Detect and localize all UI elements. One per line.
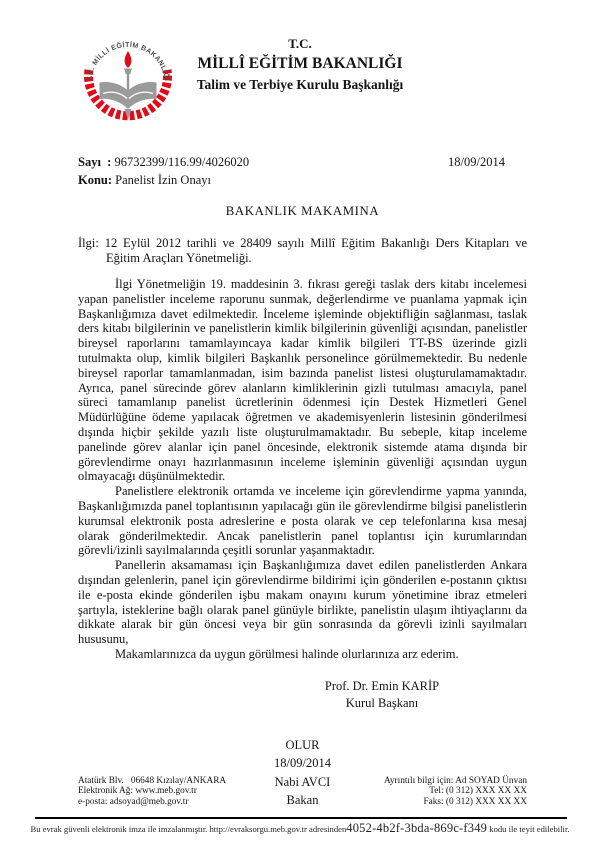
letterhead-tc: T.C.: [288, 36, 312, 51]
logo-arc-text: T.C. MİLLİ EĞİTİM BAKANLIĞI: [86, 41, 170, 82]
footer-fax-line: Faks: (0 312) XXX XX XX: [423, 797, 527, 808]
letter-body: [78, 155, 527, 810]
recipient-title: BAKANLIK MAKAMINA: [225, 203, 380, 218]
reference-line: [78, 236, 527, 266]
paragraphs: [78, 277, 527, 662]
signature-block: [287, 678, 477, 712]
konu-row: [78, 173, 527, 188]
footer: [78, 776, 527, 808]
konu-label: Konu:: [78, 172, 113, 187]
footer-email-line: e-posta: adsoyad@meb.gov.tr: [78, 797, 189, 808]
footer-address-line: Atatürk Blv. 06648 Kızılay/ANKARA: [78, 775, 227, 786]
document-date: 18/09/2014: [448, 155, 505, 169]
konu-field: [78, 173, 211, 188]
sayi-value: 96732399/116.99/4026020: [114, 155, 250, 169]
verification-code: 4052-4b2f-3bda-869c-f349: [346, 821, 488, 835]
ilgi-text: 12 Eylül 2012 tarihli ve 28409 sayılı Millî Eğitim Bakanlığı Ders Kitapları ve Eğitim Araçları Yönetmeliği.: [104, 236, 527, 266]
footer-tel-line: Tel: (0 312) XXX XX XX: [429, 786, 527, 797]
sayi-label: Sayı :: [78, 155, 112, 169]
verification-suffix: kodu ile teyit edilebilir.: [487, 824, 570, 834]
signer-name: Prof. Dr. Emin KARİP: [324, 678, 440, 693]
paragraph-1: İlgi Yönetmeliğin 19. maddesinin 3. fıkrası gereği taslak ders kitabı incelemesi yapan panelistler inceleme raporunu sunmak, değerlendirme ve puanlama yapmak için Başkanlığımıza davet edilmektedir. İnceleme işleminde objektifliğin sağlanması, taslak ders kitabı bilgilerinin ve panelistlerin kimlik bilgilerinin güvenliği açısından, panelistler bireysel raporlarını tamamlayıncaya kadar kimlik bilgileri TT-BS üzerinde gizli tutulmakta olup, kimlik bilgileri Başkanlık personelince görülmemektedir. Bu nedenle bireysel raporlar tamamlanmadan, isim bazında panelist listesi oluşturulamamaktadır. Ayrıca, panel sürecinde görev alanların kimliklerinin gizli tutulması amacıyla, panel süreci tamamlanıp panelist ücretlerinin ödenmesi için Destek Hizmetleri Genel Müdürlüğüne ödeme yapılacak öğretmen ve akademisyenlerin listesinin gönderilmesi dışında hiçbir şekilde yazılı liste oluşturulmamaktadır. Bu sebeple, kitap inceleme panelinde görev alanlar için panel öncesinde, elektronik sistemde atama dışında bir görevlendirme onayı hazırlanmasının inceleme işleminin güvenliği açısından uygun olmayacağı düşünülmektedir.: [78, 276, 527, 484]
approver-name: Nabi AVCI: [274, 774, 331, 789]
approval-olur: OLUR: [285, 737, 320, 752]
verification-prefix: Bu evrak güvenli elektronik imza ile imzalanmıştır. http://evraksorgu.meb.gov.tr adresinden: [30, 824, 347, 834]
letterhead: [0, 36, 600, 93]
paragraph-3: Panellerin aksamaması için Başkanlığımıza davet edilen panelistlerden Ankara dışından gelenlerin, panel için görevlendirme bildirimi için gönderilen e-postanın çıktısı ile e-posta ekinde gönderilen işbu makam onayını kurum yönetimine ibraz etmeleri şartıyla, isteklerine bağlı olarak panel günüyle birlikte, panelistin ulaşım ihtiyaçlarını da dikkate alarak bir gün öncesi veya bir gün sonrasında da görevli izinli sayılmaları hususunu,: [78, 558, 527, 647]
sayi-row: [78, 155, 527, 170]
konu-value: Panelist İzin Onayı: [115, 172, 211, 187]
letterhead-ministry: MİLLÎ EĞİTİM BAKANLIĞI: [197, 55, 403, 72]
footer-address: [78, 776, 226, 808]
footer-info-line: Ayrıntılı bilgi için: Ad SOYAD Ünvan: [384, 775, 527, 786]
footer-contact: [384, 776, 527, 808]
ilgi-label: İlgi:: [78, 236, 99, 251]
sayi-field: [78, 155, 249, 170]
signer-title: Kurul Başkanı: [345, 695, 419, 710]
approver-title: Bakan: [286, 793, 319, 808]
approval-date: 18/09/2014: [274, 756, 331, 771]
verification-line: [0, 821, 600, 836]
letterhead-department: Talim ve Terbiye Kurulu Başkanlığı: [196, 77, 404, 92]
footer-web-line: Elektronik Ağ: www.meb.gov.tr: [78, 786, 197, 797]
footer-divider: [35, 817, 567, 819]
paragraph-4: Makamlarınızca da uygun görülmesi halinde olurlarınıza arz ederim.: [115, 646, 459, 661]
paragraph-2: Panelistlere elektronik ortamda ve inceleme için görevlendirme yapma yanında, Başkanlığımızda panel toplantısının yapılacağı gün ile görevlendirme bilgisi panelistlerin kurumsal elektronik posta adreslerine e posta olarak ve cep telefonlarına kısa mesaj olarak gönderilmektedir. Ancak panelistlerin panel toplantısı için kurumlarından görevli/izinli sayılmalarında çeşitli sorunlar yaşanmaktadır.: [78, 484, 527, 558]
